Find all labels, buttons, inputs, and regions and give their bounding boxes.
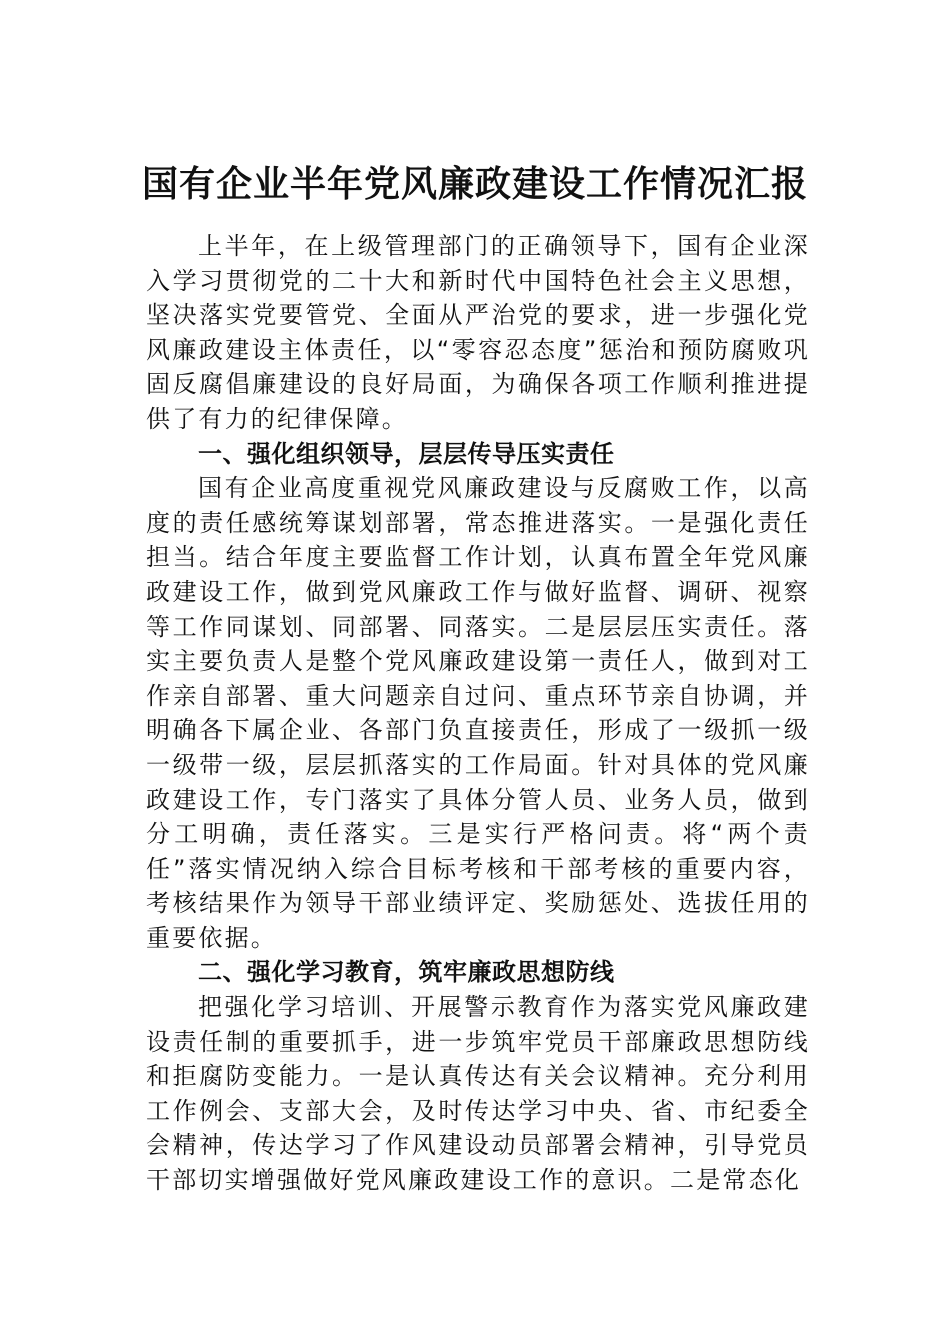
document-title: 国有企业半年党风廉政建设工作情况汇报 [141,163,808,205]
section-2-heading: 二、强化学习教育，筑牢廉政思想防线 [198,958,615,987]
section-1-body: 国有企业高度重视党风廉政建设与反腐败工作，以高度的责任感统筹谋划部署，常态推进落实。一是强化责任担当。结合年度主要监督工作计划，认真布置全年党风廉政建设工作，做到党风廉政工作与做好监督、调研、视察等工作同谋划、同部署、同落实。二是层层压实责任。落实主要负责人是整个党风廉政建设第一责任人，做到对工作亲自部署、重大问题亲自过问、重点环节亲自协调，并明确各下属企业、各部门负直接责任，形成了一级抓一级一级带一级，层层抓落实的工作局面。针对具体的党风廉政建设工作，专门落实了具体分管人员、业务人员，做到分工明确，责任落实。三是实行严格问责。将“两个责任”落实情况纳入综合目标考核和干部考核的重要内容，考核结果作为领导干部业绩评定、奖励惩处、选拔任用的重要依据。 [146,474,810,952]
intro-paragraph: 上半年，在上级管理部门的正确领导下，国有企业深入学习贯彻党的二十大和新时代中国特色社会主义思想，坚决落实党要管党、全面从严治党的要求，进一步强化党风廉政建设主体责任，以“零容忍态度”惩治和预防腐败巩固反腐倡廉建设的良好局面，为确保各项工作顺利推进提供了有力的纪律保障。 [146,232,810,433]
section-1-heading: 一、强化组织领导，层层传导压实责任 [198,439,615,468]
document-body [146,229,810,1198]
section-2-body: 把强化学习培训、开展警示教育作为落实党风廉政建设责任制的重要抓手，进一步筑牢党员干部廉政思想防线和拒腐防变能力。一是认真传达有关会议精神。充分利用工作例会、支部大会，及时传达学习中央、省、市纪委全会精神，传达学习了作风建设动员部署会精神，引导党员干部切实增强做好党风廉政建设工作的意识。二是常态化 [146,993,810,1195]
